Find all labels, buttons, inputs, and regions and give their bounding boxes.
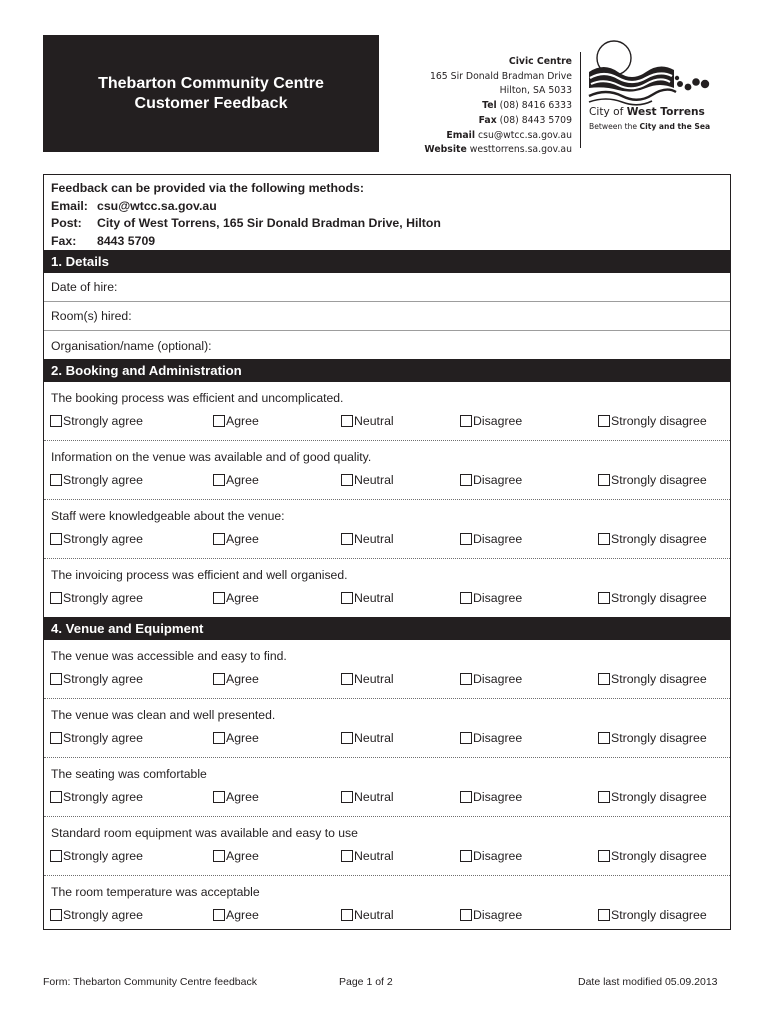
checkbox[interactable] — [598, 673, 610, 685]
option-label: Strongly agree — [63, 908, 143, 922]
option-label: Strongly disagree — [611, 672, 707, 686]
option-agree[interactable] — [213, 473, 259, 487]
title-box — [43, 35, 379, 152]
checkbox[interactable] — [598, 850, 610, 862]
method-post: Post: City of West Torrens, 165 Sir Donald Bradman Drive, Hilton — [51, 216, 441, 231]
option-strongly-disagree[interactable] — [598, 849, 707, 863]
rating-options — [44, 528, 730, 559]
option-label: Strongly agree — [63, 532, 143, 546]
checkbox[interactable] — [50, 474, 62, 486]
option-label: Strongly disagree — [611, 790, 707, 804]
option-neutral[interactable] — [341, 473, 394, 487]
checkbox[interactable] — [50, 592, 62, 604]
option-agree[interactable] — [213, 414, 259, 428]
method-email: Email: csu@wtcc.sa.gov.au — [51, 198, 217, 213]
question-text — [44, 382, 730, 410]
checkbox[interactable] — [50, 415, 62, 427]
option-disagree[interactable] — [460, 731, 522, 745]
option-label: Disagree — [473, 532, 523, 546]
rating-options — [44, 786, 730, 817]
option-label: Agree — [226, 908, 259, 922]
option-label: Strongly agree — [63, 591, 143, 605]
question-text — [44, 559, 730, 587]
question-text — [44, 817, 730, 845]
checkbox[interactable] — [213, 415, 225, 427]
option-strongly-agree[interactable] — [50, 790, 143, 804]
option-label: Neutral — [354, 414, 394, 428]
question-text — [44, 699, 730, 727]
option-neutral[interactable] — [341, 908, 394, 922]
feedback-form — [43, 174, 731, 930]
option-label: Disagree — [473, 591, 523, 605]
option-strongly-agree[interactable] — [50, 473, 143, 487]
footer-form-name: Form: Thebarton Community Centre feedback — [43, 976, 257, 988]
option-label: Neutral — [354, 790, 394, 804]
option-label: Strongly agree — [63, 790, 143, 804]
option-strongly-agree[interactable] — [50, 414, 143, 428]
checkbox[interactable] — [460, 909, 472, 921]
section-details-heading: 1. Details — [44, 250, 730, 273]
question-text — [44, 441, 730, 469]
checkbox[interactable] — [341, 415, 353, 427]
checkbox[interactable] — [341, 791, 353, 803]
checkbox[interactable] — [50, 850, 62, 862]
option-label: Agree — [226, 849, 259, 863]
option-strongly-disagree[interactable] — [598, 473, 707, 487]
civic-centre-contact — [400, 55, 572, 158]
checkbox[interactable] — [598, 909, 610, 921]
question-label: The venue was accessible and easy to find. — [51, 649, 287, 663]
details-field[interactable] — [44, 331, 730, 360]
option-agree[interactable] — [213, 672, 259, 686]
method-fax: Fax: 8443 5709 — [51, 234, 156, 249]
rating-options — [44, 727, 730, 758]
checkbox[interactable] — [213, 850, 225, 862]
option-label: Agree — [226, 672, 259, 686]
checkbox[interactable] — [50, 732, 62, 744]
checkbox[interactable] — [598, 732, 610, 744]
option-label: Strongly agree — [63, 473, 143, 487]
question-text — [44, 640, 730, 668]
checkbox[interactable] — [460, 415, 472, 427]
civic-tel: Tel (08) 8416 6333 — [482, 100, 572, 112]
option-label: Strongly agree — [63, 672, 143, 686]
question-label: The room temperature was acceptable — [51, 885, 260, 899]
question-label: Staff were knowledgeable about the venue: — [51, 509, 285, 523]
civic-email: Email csu@wtcc.sa.gov.au — [446, 129, 572, 141]
option-strongly-agree[interactable] — [50, 849, 143, 863]
option-agree[interactable] — [213, 731, 259, 745]
question-text — [44, 758, 730, 786]
question-label: Information on the venue was available and of good quality. — [51, 450, 372, 464]
option-label: Neutral — [354, 672, 394, 686]
option-label: Disagree — [473, 731, 523, 745]
option-strongly-agree[interactable] — [50, 908, 143, 922]
checkbox[interactable] — [341, 533, 353, 545]
logo-tagline: Between the City and the Sea — [589, 122, 711, 131]
checkbox[interactable] — [460, 592, 472, 604]
option-neutral[interactable] — [341, 731, 394, 745]
option-label: Agree — [226, 414, 259, 428]
option-label: Strongly agree — [63, 731, 143, 745]
rating-options — [44, 668, 730, 699]
details-field[interactable] — [44, 302, 730, 331]
checkbox[interactable] — [598, 791, 610, 803]
option-label: Neutral — [354, 532, 394, 546]
details-field-label: Date of hire: — [51, 280, 118, 294]
option-agree[interactable] — [213, 591, 259, 605]
option-label: Strongly agree — [63, 849, 143, 863]
question-label: The booking process was efficient and uncomplicated. — [51, 391, 344, 405]
option-strongly-disagree[interactable] — [598, 908, 707, 922]
option-label: Disagree — [473, 849, 523, 863]
checkbox[interactable] — [50, 909, 62, 921]
checkbox[interactable] — [598, 415, 610, 427]
checkbox[interactable] — [213, 791, 225, 803]
option-disagree[interactable] — [460, 532, 522, 546]
option-label: Neutral — [354, 849, 394, 863]
option-disagree[interactable] — [460, 473, 522, 487]
option-label: Neutral — [354, 473, 394, 487]
civic-address-2: Hilton, SA 5033 — [499, 85, 572, 97]
title-line-1: Thebarton Community Centre — [98, 74, 324, 92]
title-line-2: Customer Feedback — [134, 94, 288, 112]
option-strongly-agree[interactable] — [50, 672, 143, 686]
option-label: Strongly disagree — [611, 731, 707, 745]
checkbox[interactable] — [460, 791, 472, 803]
rating-options — [44, 469, 730, 500]
question-text — [44, 500, 730, 528]
section-venue-heading: 4. Venue and Equipment — [44, 617, 730, 640]
booking-questions — [44, 382, 730, 617]
checkbox[interactable] — [213, 592, 225, 604]
option-neutral[interactable] — [341, 414, 394, 428]
civic-address-1: 165 Sir Donald Bradman Drive — [429, 70, 572, 82]
footer-date-modified: Date last modified 05.09.2013 — [578, 976, 718, 988]
option-neutral[interactable] — [341, 790, 394, 804]
civic-fax: Fax (08) 8443 5709 — [478, 114, 572, 126]
checkbox[interactable] — [598, 592, 610, 604]
civic-website: Website westtorrens.sa.gov.au — [424, 144, 572, 156]
checkbox[interactable] — [460, 533, 472, 545]
option-label: Agree — [226, 790, 259, 804]
rating-options — [44, 904, 730, 934]
option-label: Strongly agree — [63, 414, 143, 428]
option-label: Disagree — [473, 414, 523, 428]
checkbox[interactable] — [213, 909, 225, 921]
feedback-methods — [44, 175, 730, 250]
option-disagree[interactable] — [460, 908, 522, 922]
checkbox[interactable] — [341, 732, 353, 744]
logo-name: City of West Torrens — [589, 106, 705, 118]
civic-centre-name: Civic Centre — [508, 56, 572, 67]
logo-divider — [580, 52, 581, 148]
option-strongly-disagree[interactable] — [598, 591, 707, 605]
details-field-label: Room(s) hired: — [51, 309, 132, 323]
details-fields — [44, 273, 730, 360]
checkbox[interactable] — [460, 474, 472, 486]
option-disagree[interactable] — [460, 849, 522, 863]
option-disagree[interactable] — [460, 414, 522, 428]
checkbox[interactable] — [50, 673, 62, 685]
option-neutral[interactable] — [341, 591, 394, 605]
checkbox[interactable] — [460, 732, 472, 744]
rating-options — [44, 845, 730, 876]
option-disagree[interactable] — [460, 672, 522, 686]
option-label: Disagree — [473, 908, 523, 922]
option-label: Agree — [226, 591, 259, 605]
option-strongly-agree[interactable] — [50, 591, 143, 605]
methods-intro: Feedback can be provided via the following methods: — [51, 181, 364, 195]
question-label: The venue was clean and well presented. — [51, 708, 276, 722]
option-label: Strongly disagree — [611, 849, 707, 863]
option-label: Disagree — [473, 473, 523, 487]
footer-page-number: Page 1 of 2 — [339, 976, 393, 988]
checkbox[interactable] — [213, 732, 225, 744]
option-agree[interactable] — [213, 790, 259, 804]
question-text — [44, 876, 730, 904]
checkbox[interactable] — [598, 474, 610, 486]
checkbox[interactable] — [460, 850, 472, 862]
option-label: Strongly disagree — [611, 532, 707, 546]
checkbox[interactable] — [50, 791, 62, 803]
option-agree[interactable] — [213, 849, 259, 863]
checkbox[interactable] — [341, 673, 353, 685]
option-disagree[interactable] — [460, 790, 522, 804]
question-label: The seating was comfortable — [51, 767, 207, 781]
checkbox[interactable] — [213, 673, 225, 685]
option-strongly-agree[interactable] — [50, 731, 143, 745]
option-label: Agree — [226, 532, 259, 546]
option-strongly-disagree[interactable] — [598, 532, 707, 546]
option-label: Strongly disagree — [611, 908, 707, 922]
option-label: Strongly disagree — [611, 591, 707, 605]
option-label: Agree — [226, 473, 259, 487]
checkbox[interactable] — [341, 474, 353, 486]
option-label: Disagree — [473, 672, 523, 686]
checkbox[interactable] — [50, 533, 62, 545]
venue-questions — [44, 640, 730, 934]
checkbox[interactable] — [460, 673, 472, 685]
checkbox[interactable] — [213, 533, 225, 545]
option-label: Neutral — [354, 908, 394, 922]
option-neutral[interactable] — [341, 532, 394, 546]
option-label: Strongly disagree — [611, 473, 707, 487]
option-strongly-disagree[interactable] — [598, 731, 707, 745]
rating-options — [44, 410, 730, 441]
question-label: The invoicing process was efficient and well organised. — [51, 568, 348, 582]
checkbox[interactable] — [341, 592, 353, 604]
option-agree[interactable] — [213, 908, 259, 922]
option-neutral[interactable] — [341, 849, 394, 863]
checkbox[interactable] — [341, 850, 353, 862]
option-strongly-disagree[interactable] — [598, 672, 707, 686]
option-label: Agree — [226, 731, 259, 745]
option-strongly-agree[interactable] — [50, 532, 143, 546]
rating-options — [44, 587, 730, 617]
option-label: Neutral — [354, 731, 394, 745]
details-field-label: Organisation/name (optional): — [51, 338, 212, 353]
checkbox[interactable] — [598, 533, 610, 545]
option-label: Strongly disagree — [611, 414, 707, 428]
option-label: Disagree — [473, 790, 523, 804]
option-label: Neutral — [354, 591, 394, 605]
option-agree[interactable] — [213, 532, 259, 546]
option-strongly-disagree[interactable] — [598, 414, 707, 428]
option-disagree[interactable] — [460, 591, 522, 605]
question-label: Standard room equipment was available and easy to use — [51, 826, 358, 840]
section-booking-heading: 2. Booking and Administration — [44, 359, 730, 382]
option-strongly-disagree[interactable] — [598, 790, 707, 804]
option-neutral[interactable] — [341, 672, 394, 686]
checkbox[interactable] — [213, 474, 225, 486]
details-field[interactable] — [44, 273, 730, 302]
checkbox[interactable] — [341, 909, 353, 921]
